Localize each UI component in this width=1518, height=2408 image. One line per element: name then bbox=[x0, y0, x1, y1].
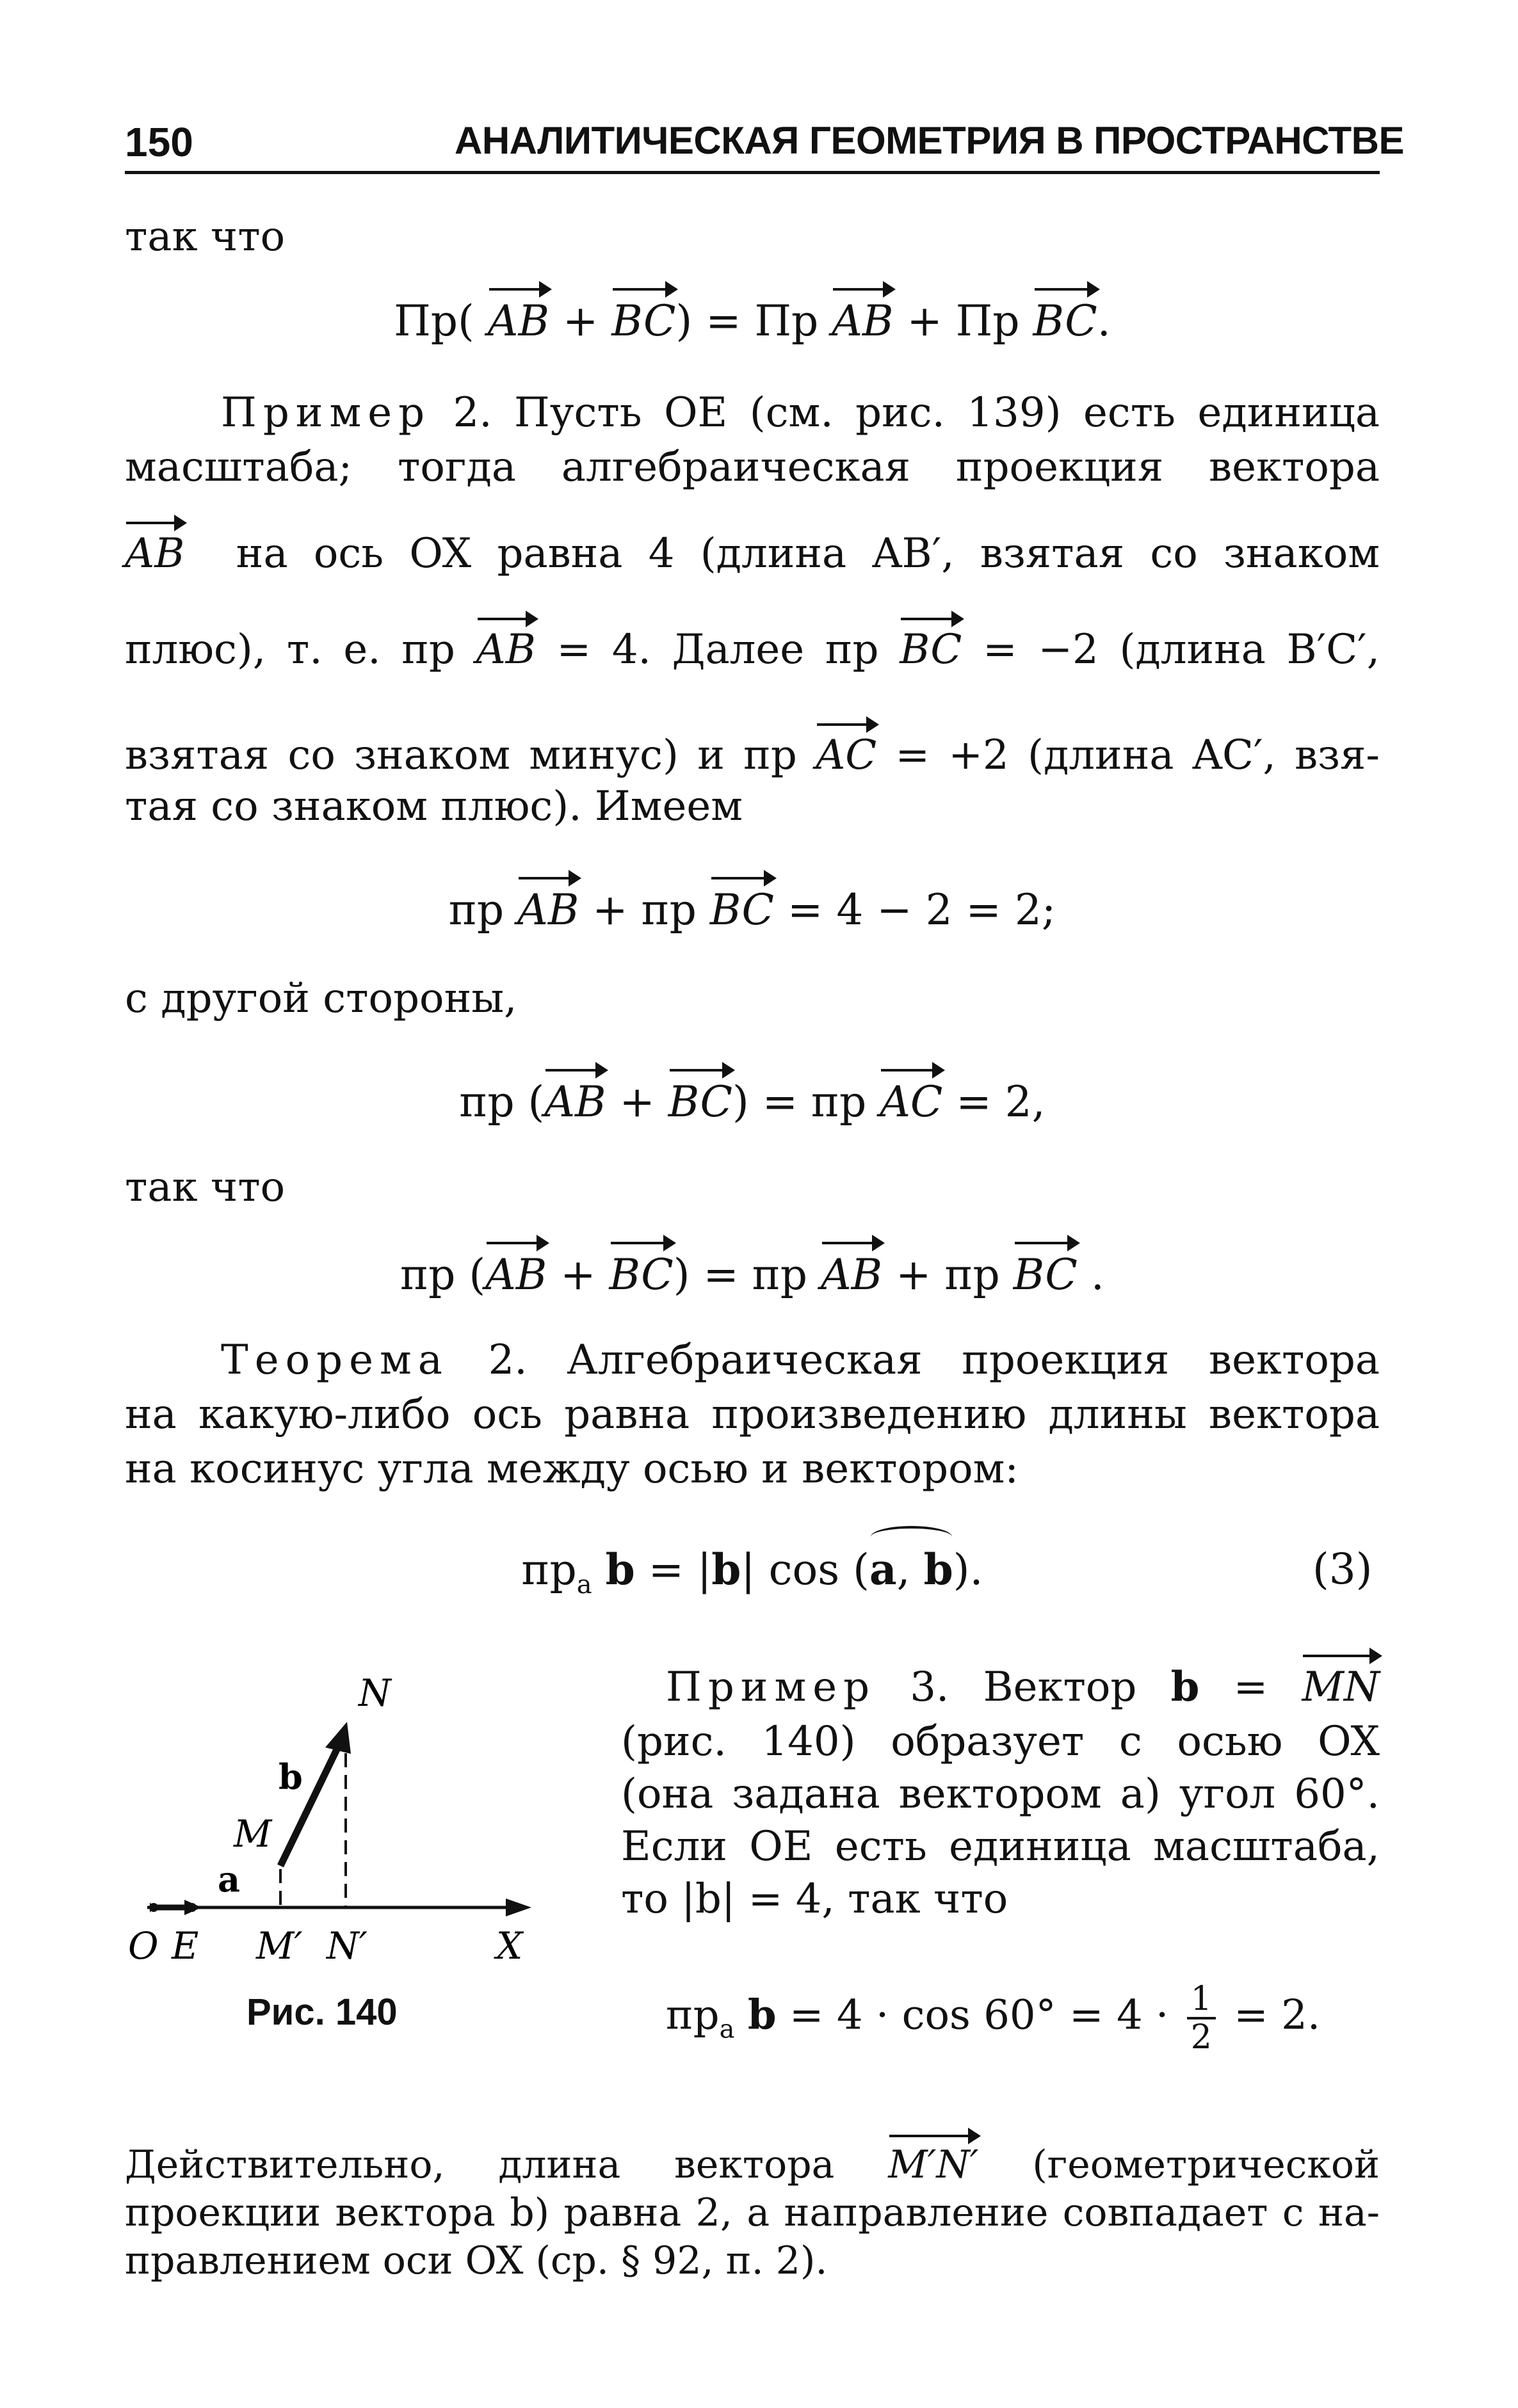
paragraph-line: Пример 3. Вектор b = MN bbox=[621, 1661, 1380, 1714]
label-n: N bbox=[359, 1671, 391, 1715]
label-b: b bbox=[279, 1756, 303, 1797]
paragraph-line: (рис. 140) образует с осью OX bbox=[621, 1718, 1380, 1765]
paragraph-line: тая со знаком плюс). Имеем bbox=[125, 783, 743, 830]
label-n-prime: N′ bbox=[327, 1924, 367, 1968]
paragraph-line: с другой стороны, bbox=[125, 975, 517, 1022]
formula-theorem: $пр_a$ b = |b| cos (a, b). bbox=[125, 1543, 1380, 1612]
header-rule bbox=[125, 171, 1380, 174]
paragraph-line: AB на ось OX равна 4 (длина AB′, взятая со знаком bbox=[125, 528, 1380, 579]
paragraph-line: масштаба; тогда алгебраическая проекция вектора bbox=[125, 444, 1380, 491]
paragraph-line: на косинус угла между осью и вектором: bbox=[125, 1445, 1019, 1493]
equation-number: (3) bbox=[1312, 1545, 1373, 1594]
paragraph-line: проекции вектора b) равна 2, а направление совпадает с на- bbox=[125, 2190, 1380, 2235]
point-o bbox=[149, 1903, 158, 1912]
paragraph-line: на какую-либо ось равна произведению длины вектора bbox=[125, 1391, 1380, 1438]
paragraph-line: правлением оси OX (ср. § 92, п. 2). bbox=[125, 2238, 828, 2283]
axis-arrowhead bbox=[506, 1898, 531, 1916]
paragraph-line bbox=[125, 211, 1380, 262]
label-a: a bbox=[218, 1859, 240, 1900]
paragraph-line: Теорема 2. Алгебраическая проекция вектора bbox=[221, 1336, 1380, 1384]
label-e: E bbox=[172, 1924, 199, 1968]
figure-caption: Рис. 140 bbox=[246, 1991, 398, 2033]
running-title: АНАЛИТИЧЕСКАЯ ГЕОМЕТРИЯ В ПРОСТРАНСТВЕ bbox=[455, 119, 1405, 162]
label-m-prime: M′ bbox=[256, 1924, 303, 1968]
paragraph-line: взятая со знаком минус) и пр AC = +2 (длина AC′, взя- bbox=[125, 730, 1380, 781]
figure-140 bbox=[122, 1658, 583, 2016]
paragraph-line: плюс), т. е. пр AB = 4. Далее пр BC = −2 (длина B′C′, bbox=[125, 624, 1380, 675]
label-o: O bbox=[128, 1924, 159, 1968]
paragraph-line: так что bbox=[125, 1164, 286, 1211]
point-e bbox=[188, 1903, 197, 1912]
formula-3: пр (AB + BC) = пр AC = 2, bbox=[125, 1075, 1380, 1129]
label-m: M bbox=[234, 1812, 272, 1856]
formula-2: пр AB + пр BC = 4 − 2 = 2; bbox=[125, 883, 1380, 937]
paragraph-line: Действительно, длина вектора M′N′ (геометрической bbox=[125, 2142, 1380, 2187]
formula-1: Пр( AB + BC) = Пр AB + Пр BC. bbox=[125, 294, 1380, 348]
paragraph-line: то |b| = 4, так что bbox=[621, 1875, 1008, 1923]
text: так что bbox=[125, 213, 286, 261]
paragraph-line: Если OE есть единица масштаба, bbox=[621, 1823, 1380, 1870]
formula-5: $пр_a$ b = 4 · cos 60° = 4 · $\frac{1}{2}$ = 2. bbox=[666, 1980, 1321, 2057]
label-x: X bbox=[496, 1924, 523, 1968]
paragraph-line: (она задана вектором a) угол 60°. bbox=[621, 1770, 1380, 1818]
formula-4: пр (AB + BC) = пр AB + пр BC . bbox=[125, 1248, 1380, 1302]
page-number: 150 bbox=[125, 119, 193, 165]
paragraph-line: Пример 2. Пусть OE (см. рис. 139) есть единица bbox=[221, 389, 1380, 437]
